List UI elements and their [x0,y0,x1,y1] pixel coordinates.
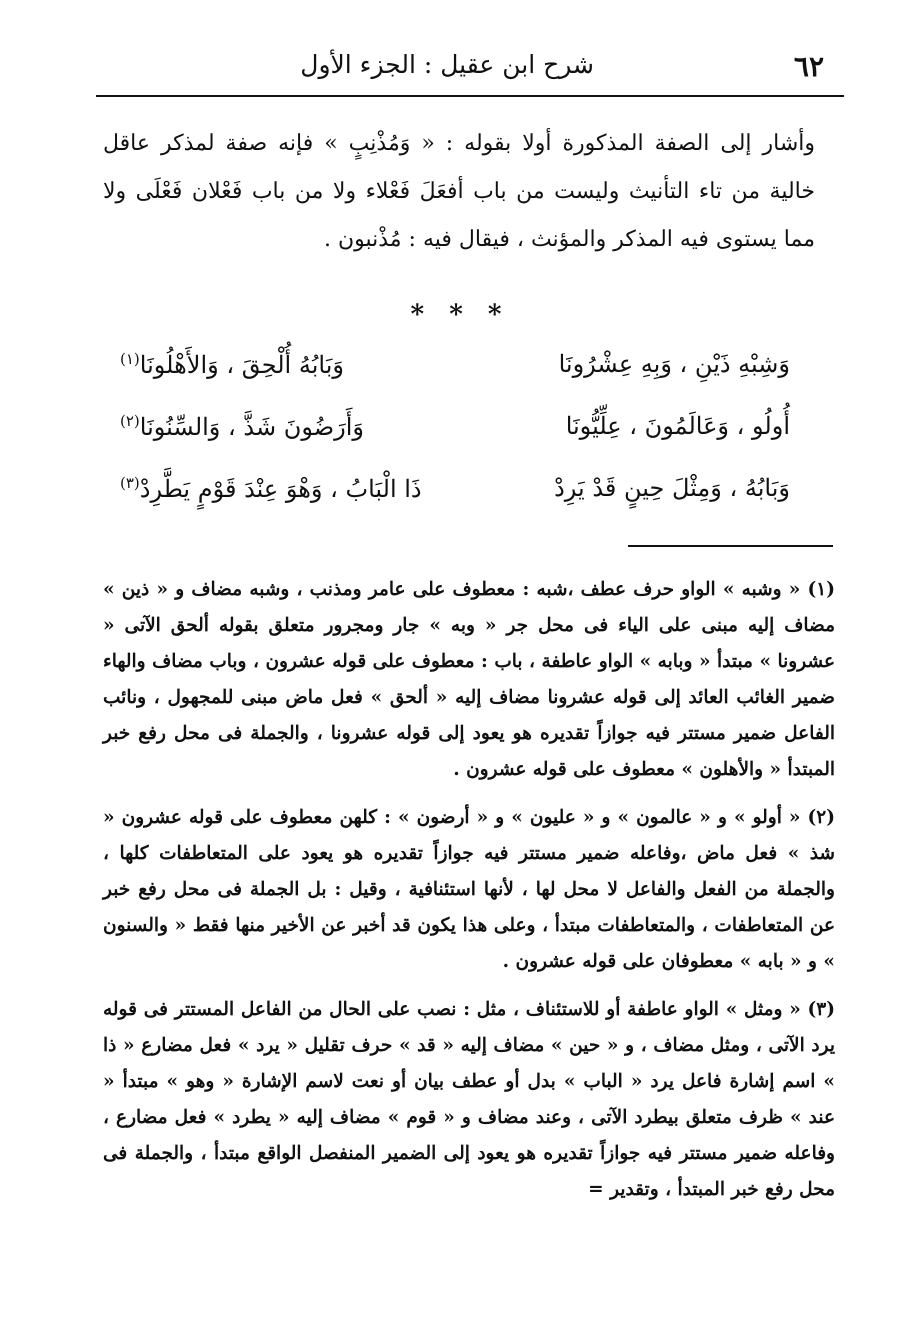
verse-line [120,350,790,412]
verse-second-hemistich [120,350,440,379]
verse-second-hemistich [120,474,440,503]
page-number: ٦٢ [793,50,824,83]
verse-second-text: ذَا الْبَابُ ، وَهْوَ عِنْدَ قَوْمٍ يَطَّرِدْ [139,475,422,503]
verse-block [120,350,790,536]
body-paragraph: وأشار إلى الصفة المذكورة أولا بقوله : « وَمُذْنِبٍ » فإنه صفة لمذكر عاقل خالية من تاء التأنيث وليست من باب أفعَلَ فَعْلاء ولا من باب فَعْلان فَعْلَى ولا مما يستوى فيه المذكر والمؤنث ، فيقال فيه : مُذْنبون . [103,131,815,252]
verse-second-text: وَأَرَضُونَ شَذَّ ، وَالسِّنُونَا [139,413,364,441]
page-header [96,40,844,94]
header-rule [96,95,844,97]
verse-second-hemistich [120,412,440,441]
footnote-2: (٢) « أولو » و « عالمون » و « عليون » و « أرضون » : كلهن معطوف على قوله عشرون « شذ » فعل ماض ،وفاعله ضمير مستتر فيه جوازاً تقديره هو يعود على المتعاطفات كلها ، والجملة من الفعل والفاعل لا محل لها ، لأنها استئنافية ، وقيل : بل الجملة فى محل رفع خبر عن المتعاطفات ، والمتعاطفات مبتدأ ، وعلى هذا يكون قد أخبر عن الأخير منها فقط « والسنون » و « بابه » معطوفان على قوله عشرون . [103,807,835,972]
section-separator: * * * [410,300,510,330]
verse-second-text: وَبَابُهُ أُلْحِقَ ، وَالأَهْلُونَا [139,351,344,379]
footnote-rule [628,545,833,547]
footnote-3: (٣) « ومثل » الواو عاطفة أو للاستئناف ، مثل : نصب على الحال من الفاعل المستتر فى قوله يرد الآتى ، ومثل مضاف ، و « حين » مضاف إليه « قد » حرف تقليل « يرد » فعل مضارع « ذا » اسم إشارة فاعل يرد « الباب » بدل أو عطف بيان أو نعت لاسم الإشارة « وهو » مبتدأ « عند » ظرف متعلق بيطرد الآتى ، وعند مضاف و « قوم » مضاف إليه « يطرد » فعل مضارع ، وفاعله ضمير مستتر فيه جوازاً تقديره هو يعود إلى الضمير المنفصل الواقع مبتدأ ، والجملة فى محل رفع خبر المبتدأ ، وتقدير = [103,999,835,1200]
footnote-marker: (١) [120,350,140,368]
verse-first-hemistich: وَشِبْهِ ذَيْنِ ، وَبِهِ عِشْرُونَا [558,350,790,378]
running-title: شرح ابن عقيل : الجزء الأول [300,50,594,79]
footnote-marker: (٢) [120,412,140,430]
footnotes [103,572,835,1220]
footnote-marker: (٣) [120,474,140,492]
verse-first-hemistich: وَبَابُهُ ، وَمِثْلَ حِينٍ قَدْ يَرِدْ [554,474,790,502]
verse-line [120,474,790,536]
verse-line [120,412,790,474]
footnote-1: (١) « وشبه » الواو حرف عطف ،شبه : معطوف على عامر ومذنب ، وشبه مضاف و « ذين » مضاف إليه مبنى على الياء فى محل جر « وبه » جار ومجرور متعلق بقوله ألحق الآتى « عشرونا » مبتدأ « وبابه » الواو عاطفة ، باب : معطوف على قوله عشرون ، وباب مضاف والهاء ضمير الغائب العائد إلى قوله عشرونا مضاف إليه « ألحق » فعل ماض مبنى للمجهول ، ونائب الفاعل ضمير مستتر فيه جوازاً تقديره هو يعود إلى قوله عشرونا ، والجملة فى محل رفع خبر المبتدأ « والأهلون » معطوف على قوله عشرون . [103,579,835,780]
verse-first-hemistich: أُولُو ، وَعَالَمُونَ ، عِلِّيُّونَا [565,412,790,440]
